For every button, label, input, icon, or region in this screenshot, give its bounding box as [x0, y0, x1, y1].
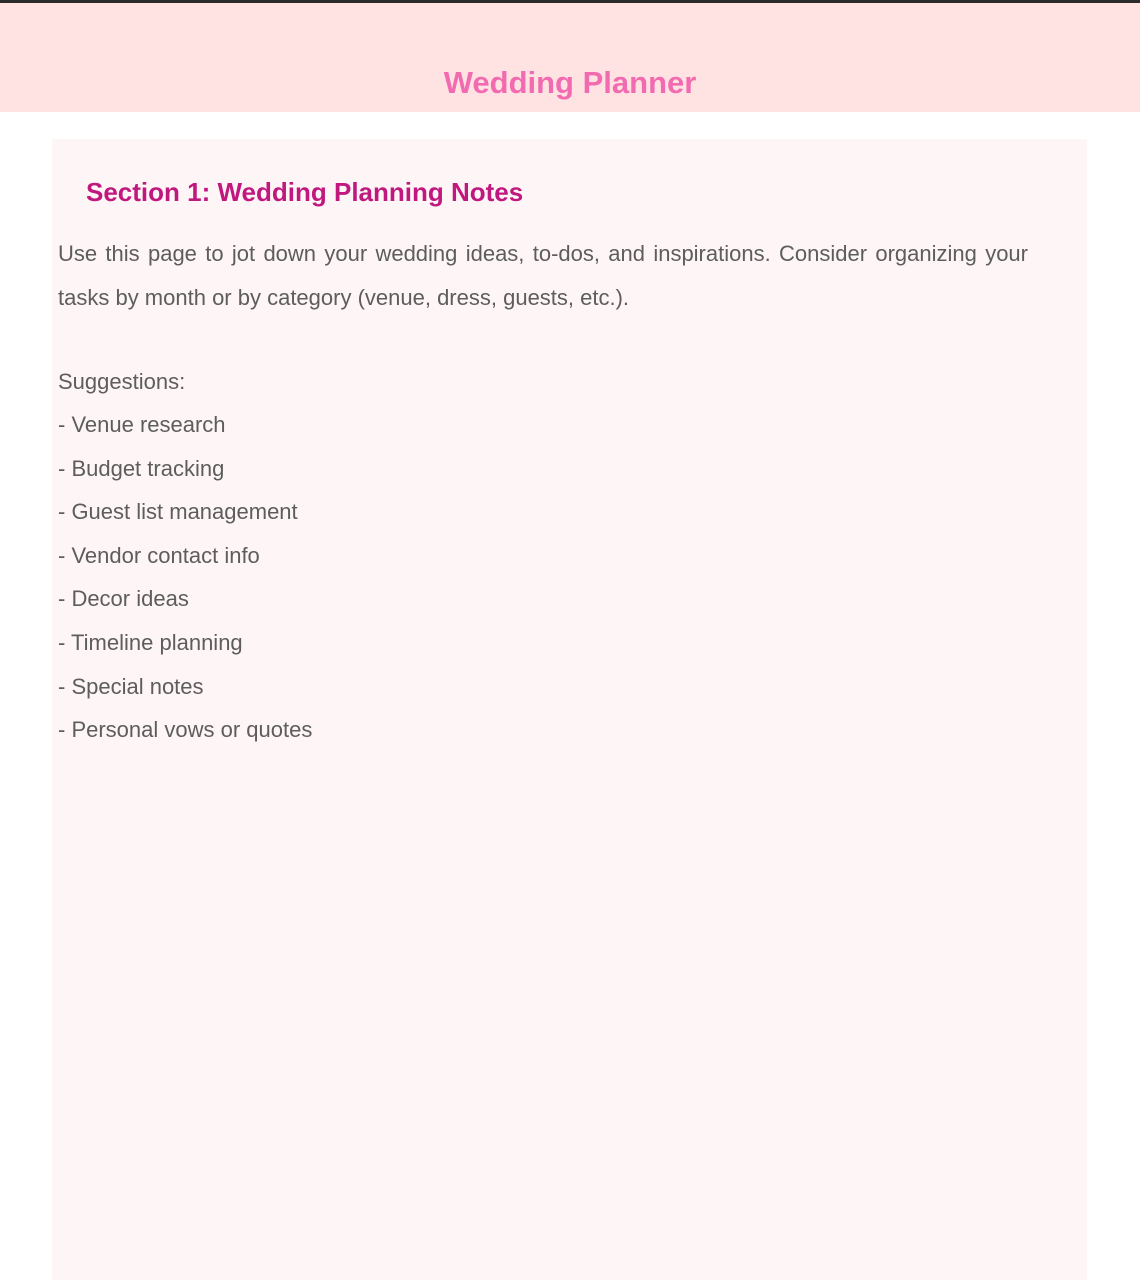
suggestion-item-personal-vows: - Personal vows or quotes — [58, 717, 313, 743]
page-title: Wedding Planner — [443, 65, 697, 100]
suggestion-item-timeline-planning: - Timeline planning — [58, 629, 243, 655]
suggestion-item-special-notes: - Special notes — [58, 673, 204, 699]
suggestion-item-guest-list: - Guest list management — [58, 499, 298, 525]
suggestion-item-decor-ideas: - Decor ideas — [58, 586, 189, 612]
suggestions-label: Suggestions: — [58, 369, 186, 394]
suggestion-item-vendor-contact: - Vendor contact info — [58, 542, 260, 568]
suggestion-item-venue-research: - Venue research — [58, 412, 226, 437]
intro-paragraph: Use this page to jot down your wedding ideas, to-dos, and inspirations. Consider organizing your tasks by month or by category (venue, dress, guests, etc.). — [58, 241, 1028, 310]
section-heading: Section 1: Wedding Planning Notes — [86, 177, 524, 207]
suggestion-list — [58, 405, 312, 754]
suggestion-item-budget-tracking: - Budget tracking — [58, 455, 225, 481]
page-header — [0, 3, 1140, 112]
